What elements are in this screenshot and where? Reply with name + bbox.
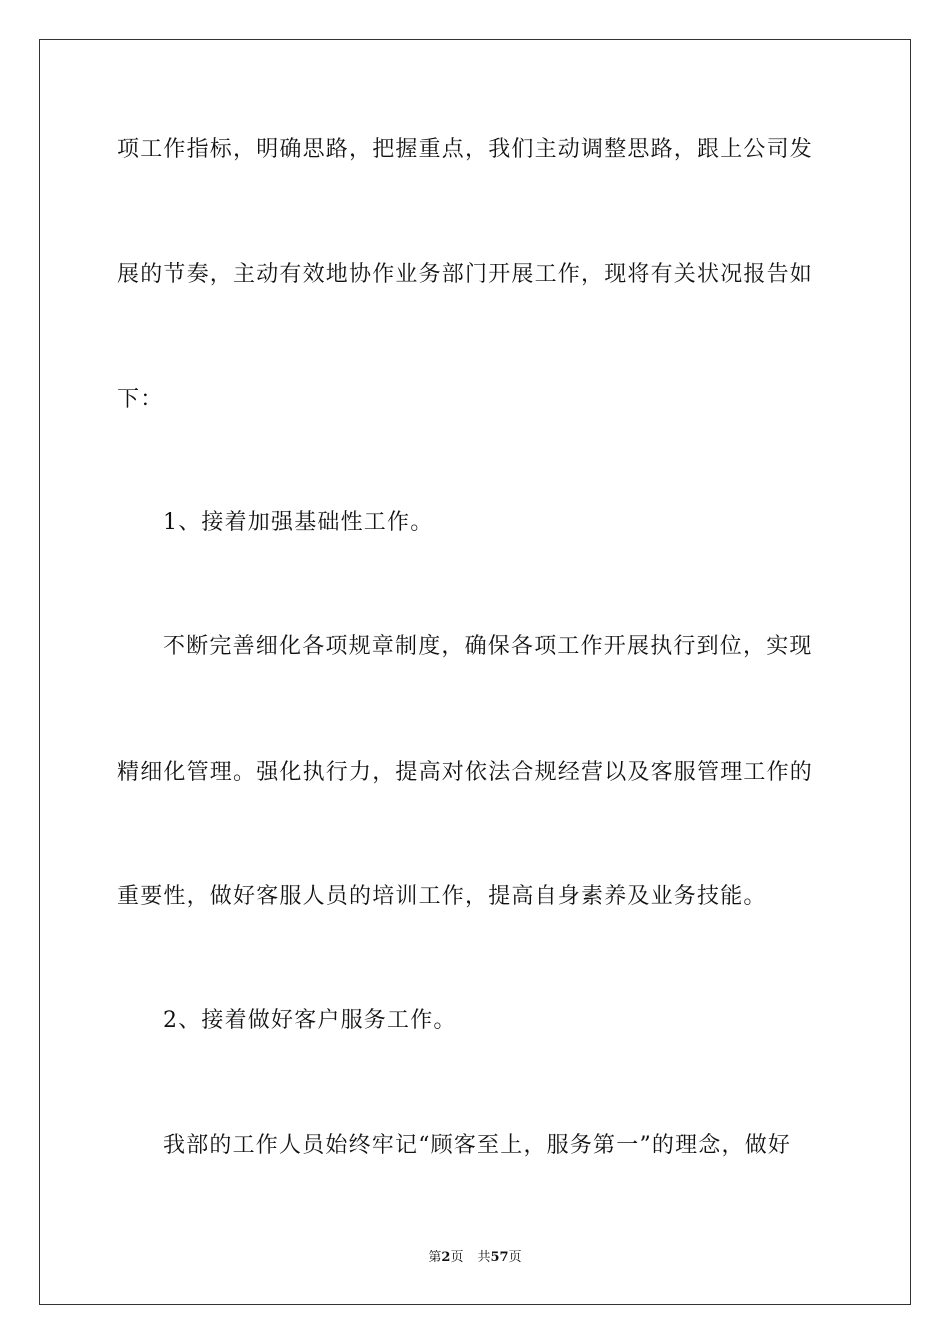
footer-total-suffix: 页: [508, 1250, 522, 1265]
page-footer: [0, 1246, 950, 1265]
footer-page-prefix: 第: [428, 1250, 442, 1265]
footer-page-number: 2: [441, 1250, 451, 1265]
body-text-line-5: 精细化管理。强化执行力，提高对依法合规经营以及客服管理工作的: [117, 760, 814, 785]
page-border: [39, 39, 911, 1305]
body-text-line-3: 下：: [117, 387, 164, 412]
footer-page-suffix: 页: [450, 1250, 464, 1265]
section-heading-1: 1、接着加强基础性工作。: [163, 510, 434, 535]
body-text-line-7: 我部的工作人员始终牢记“顾客至上，服务第一”的理念，做好: [163, 1133, 792, 1158]
footer-total-prefix: 共: [477, 1250, 491, 1265]
body-text-line-1: 项工作指标，明确思路，把握重点，我们主动调整思路，跟上公司发: [117, 137, 814, 162]
body-text-line-4: 不断完善细化各项规章制度，确保各项工作开展执行到位，实现: [163, 634, 813, 659]
body-text-line-6: 重要性，做好客服人员的培训工作，提高自身素养及业务技能。: [117, 884, 767, 909]
footer-total-pages: 57: [490, 1250, 509, 1265]
section-heading-2: 2、接着做好客户服务工作。: [163, 1008, 457, 1033]
body-text-line-2: 展的节奏，主动有效地协作业务部门开展工作，现将有关状况报告如: [117, 262, 814, 287]
